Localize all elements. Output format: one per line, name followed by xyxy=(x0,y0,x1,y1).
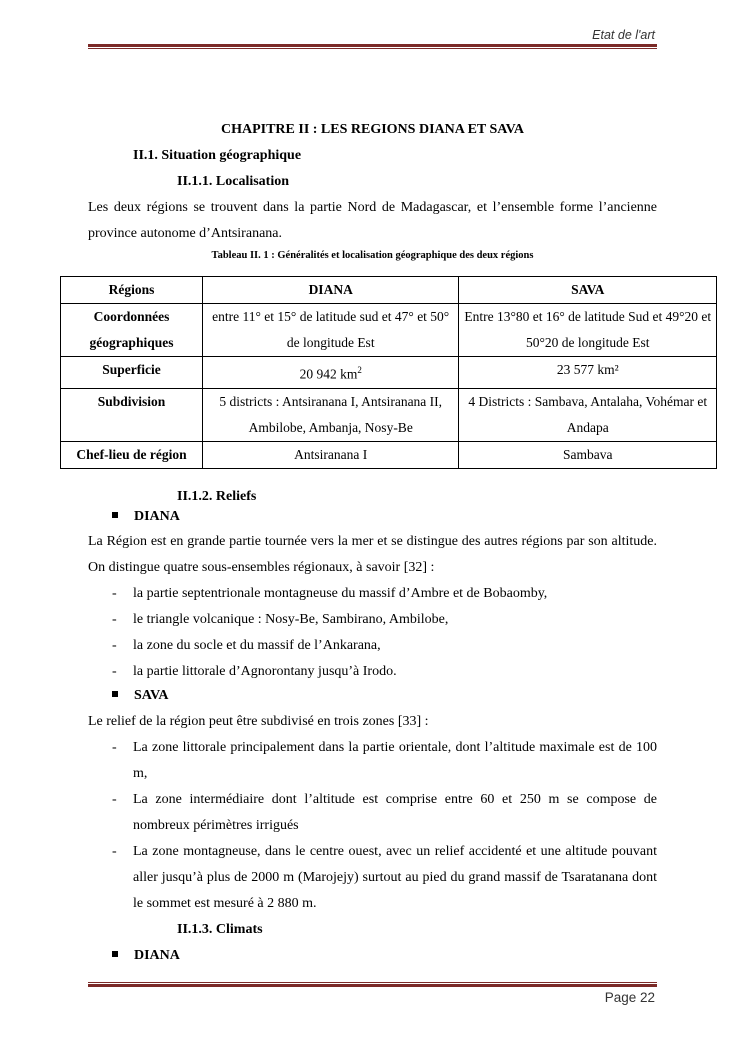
table-row xyxy=(61,441,717,468)
regions-table xyxy=(60,276,717,469)
table-header-row xyxy=(61,277,717,304)
row-label: Coordonnées géographiques xyxy=(61,304,203,357)
bullet-diana: DIANA xyxy=(112,509,180,525)
square-bullet-icon xyxy=(112,951,118,957)
list-item: - La zone montagneuse, dans le centre ouest, avec un relief accidenté et une altitude pouvant aller jusqu’à plus de 2000 m (Marojejy) surtout au pied du grand massif de Tsaratanana dont le sommet est mesuré à 2 880 m. xyxy=(112,844,657,911)
square-bullet-icon xyxy=(112,691,118,697)
bullet-diana-climats: DIANA xyxy=(112,948,180,964)
paragraph-diana-relief: La Région est en grande partie tournée vers la mer et se distingue des autres régions par son altitude. On distingue quatre sous-ensembles régionaux, à savoir [32] : xyxy=(88,534,657,575)
table-row xyxy=(61,388,717,441)
cell-sava: 23 577 km² xyxy=(459,357,717,389)
subsection-heading-reliefs: II.1.2. Reliefs xyxy=(177,489,257,504)
row-label: Superficie xyxy=(61,357,203,389)
paragraph-sava-relief: Le relief de la région peut être subdivisé en trois zones [33] : xyxy=(88,714,429,729)
cell-diana: Antsiranana I xyxy=(202,441,459,468)
table-row xyxy=(61,357,717,389)
cell-sava: Sambava xyxy=(459,441,717,468)
list-item: - La zone littorale principalement dans la partie orientale, dont l’altitude maximale est de 100 m, xyxy=(112,740,657,781)
page-number: Page 22 xyxy=(604,990,655,1005)
running-header: Etat de l'art xyxy=(592,28,655,42)
table-caption: Tableau II. 1 : Généralités et localisation géographique des deux régions xyxy=(211,250,534,261)
bullet-sava: SAVA xyxy=(112,688,169,704)
table-header: DIANA xyxy=(202,277,459,304)
header-rule xyxy=(88,44,657,49)
square-bullet-icon xyxy=(112,512,118,518)
row-label: Subdivision xyxy=(61,388,203,441)
subsection-heading-climats: II.1.3. Climats xyxy=(177,922,263,937)
list-item: - La zone intermédiaire dont l’altitude est comprise entre 60 et 250 m se compose de nombreux périmètres irrigués xyxy=(112,792,657,833)
table-header: Régions xyxy=(61,277,203,304)
section-heading: II.1. Situation géographique xyxy=(133,148,302,163)
cell-diana: 5 districts : Antsiranana I, Antsiranana II, Ambilobe, Ambanja, Nosy-Be xyxy=(202,388,459,441)
paragraph-localisation: Les deux régions se trouvent dans la partie Nord de Madagascar, et l’ensemble forme l’ancienne province autonome d’Antsiranana. xyxy=(88,200,657,241)
table-header: SAVA xyxy=(459,277,717,304)
row-label: Chef-lieu de région xyxy=(61,441,203,468)
cell-diana: 20 942 $km^2$ xyxy=(202,357,459,389)
cell-diana: entre 11° et 15° de latitude sud et 47° et 50° de longitude Est xyxy=(202,304,459,357)
footer-rule xyxy=(88,982,657,987)
cell-sava: 4 Districts : Sambava, Antalaha, Vohémar et Andapa xyxy=(459,388,717,441)
table-row xyxy=(61,304,717,357)
cell-sava: Entre 13°80 et 16° de latitude Sud et 49°20 et 50°20 de longitude Est xyxy=(459,304,717,357)
subsection-heading-localisation: II.1.1. Localisation xyxy=(177,174,290,189)
chapter-title: CHAPITRE II : LES REGIONS DIANA ET SAVA xyxy=(220,122,525,137)
